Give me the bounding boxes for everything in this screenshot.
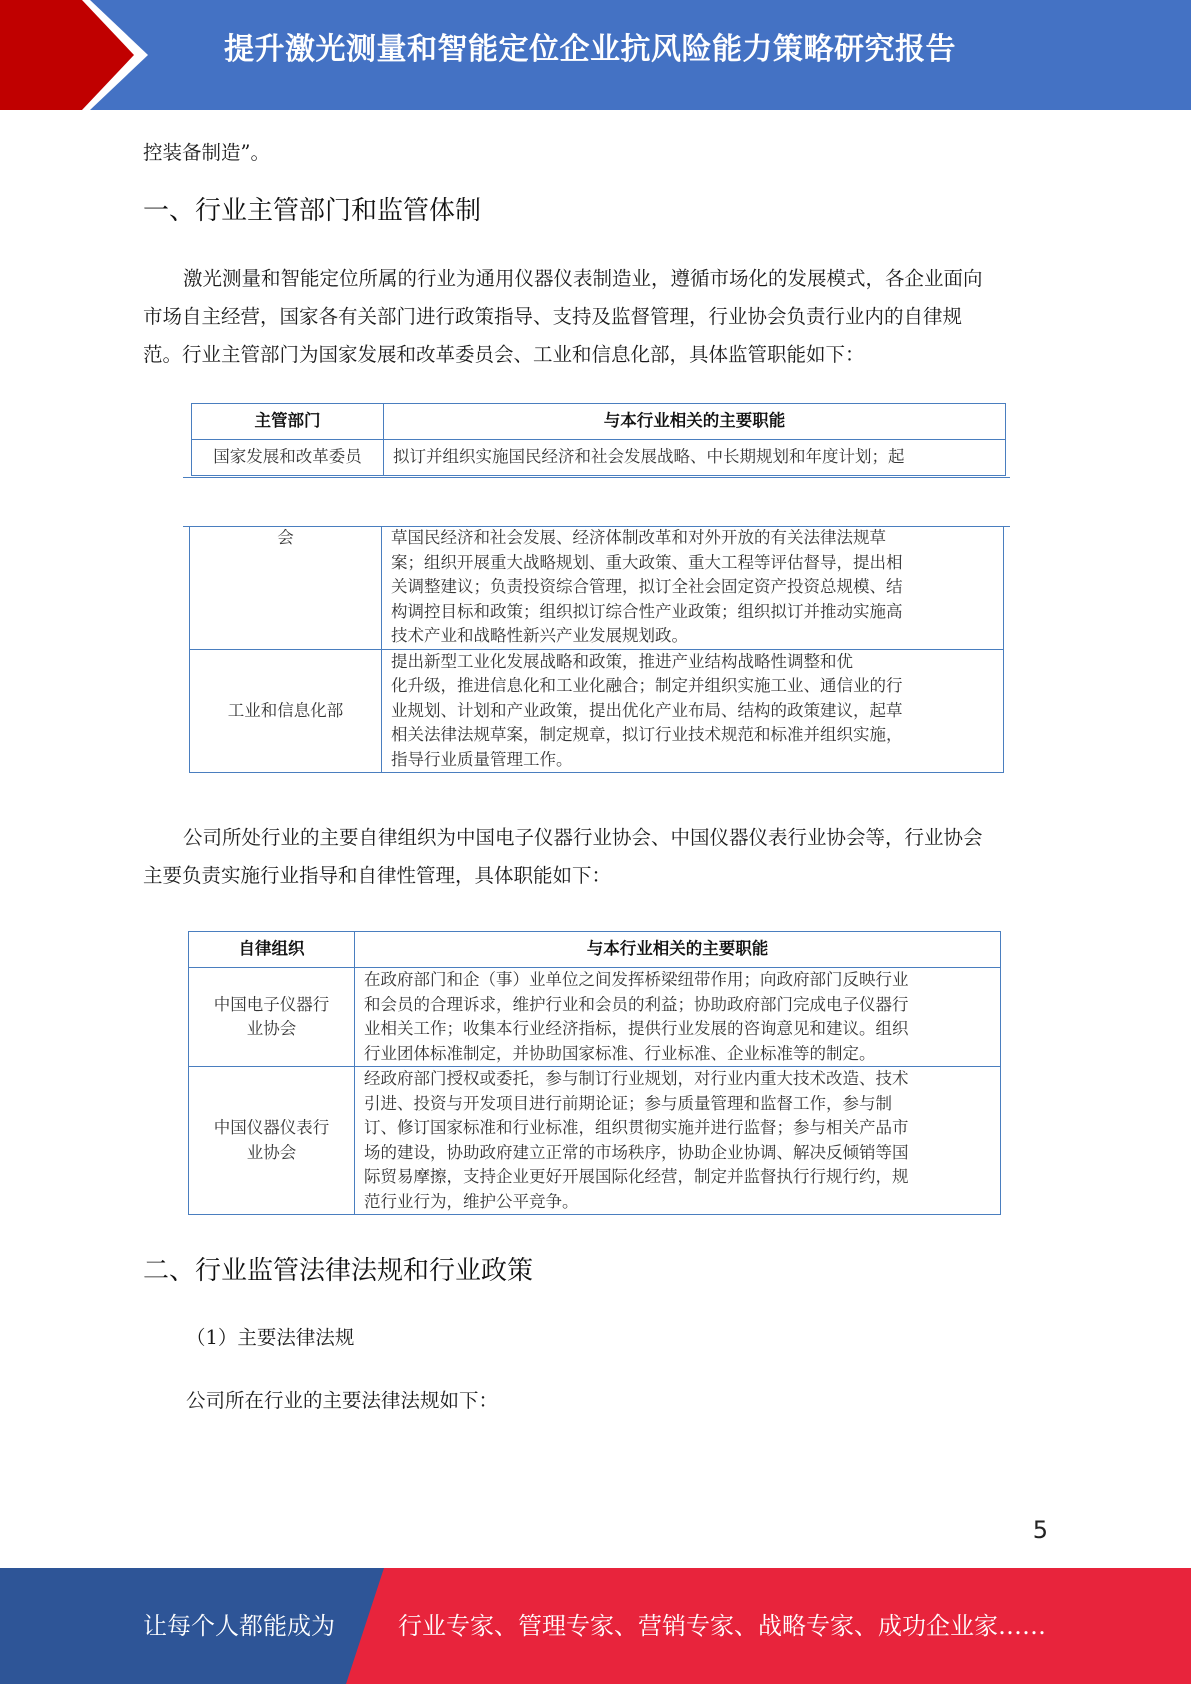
table-row [192,440,1006,476]
cell-line: 业协会 [246,1019,297,1038]
table-header-function: 与本行业相关的主要职能 [384,404,1006,440]
section-heading-1: 一、行业主管部门和监管体制 [143,196,482,226]
cell-line: 在政府部门和企（事）业单位之间发挥桥梁纽带作用；向政府部门反映行业 [364,970,909,989]
paragraph-line: 范。行业主管部门为国家发展和改革委员会、工业和信息化部，具体监管职能如下： [143,343,865,366]
page-footer [0,1568,1191,1684]
table-break-line [183,477,1010,478]
cell-line: 业协会 [246,1142,297,1162]
regulators-table-part2 [189,526,1004,773]
dept-cell-continued: 会 [190,526,382,649]
footer-slogan-left: 让每个人都能成为 [143,1612,335,1640]
cell-line: 场的建设，协助政府建立正常的市场秩序，协助企业协调、解决反倾销等国 [364,1142,909,1162]
continuation-text: 控装备制造”。 [143,141,270,164]
self-regulation-paragraph [143,819,1048,895]
table-header-org: 自律组织 [189,932,355,968]
function-cell [382,649,1004,773]
laws-intro-text: 公司所在行业的主要法律法规如下： [186,1389,499,1412]
dept-cell: 工业和信息化部 [190,649,382,773]
table-header-function: 与本行业相关的主要职能 [355,932,1001,968]
cell-line: 提出新型工业化发展战略和政策，推进产业结构战略性调整和优 [391,651,853,671]
cell-line: 行业团体标准制定，并协助国家标准、行业标准、企业标准等的制定。 [364,1043,876,1063]
table-row [190,649,1004,773]
cell-line: 订、修订国家标准和行业标准，组织贯彻实施并进行监督；参与相关产品市 [364,1118,909,1137]
associations-table [188,931,1001,1215]
cell-line: 和会员的合理诉求，维护行业和会员的利益；协助政府部门完成电子仪器行 [364,994,909,1014]
cell-line: 关调整建议；负责投资综合管理，拟订全社会固定资产投资总规模、结 [391,577,903,596]
table-header-row [192,404,1006,440]
org-cell [189,968,355,1067]
footer-slogan-right: 行业专家、管理专家、营销专家、战略专家、成功企业家…… [398,1612,1046,1640]
cell-line: 中国仪器仪表行 [213,1118,330,1137]
page-header [0,0,1191,110]
section1-paragraph [143,260,1048,374]
cell-line: 指导行业质量管理工作。 [391,749,573,769]
section-heading-2: 二、行业监管法律法规和行业政策 [143,1256,534,1286]
cell-line: 际贸易摩擦，支持企业更好开展国际化经营，制定并监督执行行规行约，规 [364,1167,909,1186]
function-cell [355,968,1001,1067]
function-cell [382,526,1004,649]
report-title: 提升激光测量和智能定位企业抗风险能力策略研究报告 [224,32,956,67]
paragraph-line: 市场自主经营，国家各有关部门进行政策指导、支持及监督管理，行业协会负责行业内的自律规 [143,305,963,328]
cell-line: 案；组织开展重大战略规划、重大政策、重大工程等评估督导，提出相 [391,552,903,572]
subheading-laws: （1）主要法律法规 [186,1326,355,1349]
dept-cell: 国家发展和改革委员 [192,440,384,476]
table-row [189,968,1001,1067]
function-cell: 拟订并组织实施国民经济和社会发展战略、中长期规划和年度计划；起 [384,440,1006,476]
regulators-table-part1 [191,403,1006,476]
paragraph-line: 公司所处行业的主要自律组织为中国电子仪器行业协会、中国仪器仪表行业协会等，行业协会 [183,826,983,849]
paragraph-line: 激光测量和智能定位所属的行业为通用仪器仪表制造业，遵循市场化的发展模式，各企业面向 [183,267,983,290]
table-header-row [189,932,1001,968]
table-row [190,526,1004,649]
cell-line: 业相关工作；收集本行业经济指标，提供行业发展的咨询意见和建议。组织 [364,1019,909,1038]
cell-line: 引进、投资与开发项目进行前期论证；参与质量管理和监督工作，参与制 [364,1093,892,1113]
table-header-dept: 主管部门 [192,404,384,440]
paragraph-line: 主要负责实施行业指导和自律性管理，具体职能如下： [143,864,612,887]
table-row [189,1067,1001,1215]
cell-line: 业规划、计划和产业政策，提出优化产业布局、结构的政策建议，起草 [391,700,903,720]
cell-line: 经政府部门授权或委托，参与制订行业规划，对行业内重大技术改造、技术 [364,1069,909,1088]
cell-line: 化升级，推进信息化和工业化融合；制定并组织实施工业、通信业的行 [391,676,903,695]
cell-line: 技术产业和战略性新兴产业发展规划政。 [391,626,688,645]
cell-line: 中国电子仪器行 [213,994,330,1014]
cell-line: 构调控目标和政策；组织拟订综合性产业政策；组织拟订并推动实施高 [391,601,903,621]
page-number: 5 [1032,1516,1048,1544]
cell-line: 草国民经济和社会发展、经济体制改革和对外开放的有关法律法规草 [391,528,886,547]
org-cell [189,1067,355,1215]
cell-line: 范行业行为，维护公平竞争。 [364,1191,579,1211]
function-cell [355,1067,1001,1215]
cell-line: 相关法律法规草案，制定规章，拟订行业技术规范和标准并组织实施， [391,725,903,744]
